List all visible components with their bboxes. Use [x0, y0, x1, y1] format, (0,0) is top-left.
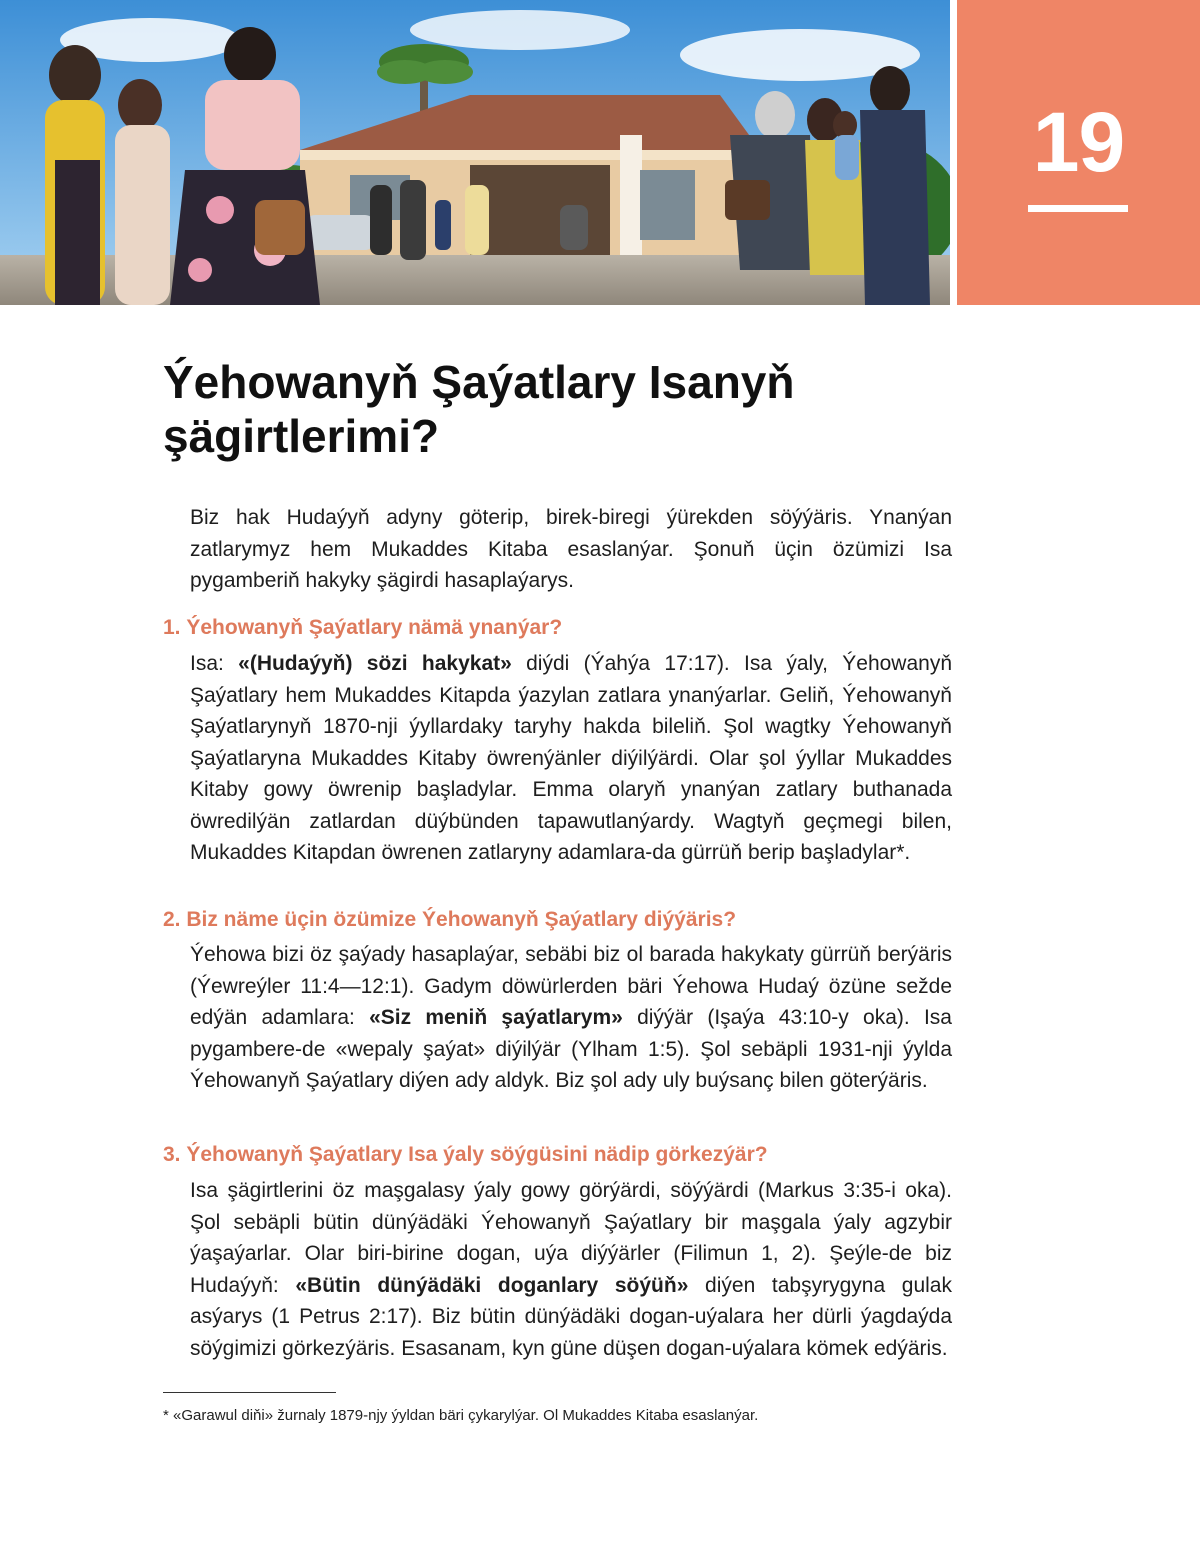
answer-2-part: Ýehowa bizi öz şaýady hasaplaýar, sebäbi biz ol barada hakykaty gürrüň berýäris (Ýewreýler 11:4—12:1). Gadym döwürlerden bäri Ýehowa Hudaý özüne sežde edýän adamlara:	[190, 943, 952, 1029]
answer-2	[190, 939, 952, 1097]
footnote: * «Garawul diňi» žurnaly 1879-njy ýyldan bäri çykarylýar. Ol Mukaddes Kitaba esaslanýar.	[163, 1407, 759, 1424]
question-2: 2. Biz näme üçin özümize Ýehowanyň Şaýatlary diýýäris?	[163, 908, 737, 931]
answer-1-part: diýdi (Ýahýa 17:17). Isa ýaly, Ýehowanyň Şaýatlary hem Mukaddes Kitapda ýazylan zatlara ynanýarlar. Geliň, Ýehowanyň Şaýatlarynyň 1870-nji ýyllardaky taryhy hakda bileliň. Şol wagtky Ýehowanyň Şaýatlaryna Mukaddes Kitaby öwrenýänler diýilýärdi. Olar şol ýyllar Mukaddes Kitaby gowy öwrenip başladylar. Emma olaryň ynanýan zatlary buthanada öwredilýän zatlardan düýbünden tapawutlanýardy. Wagtyň geçmegi bilen, Mukaddes Kitapdan öwrenen zatlaryny adamlara-da gürrüň berip başladylar*.	[190, 652, 953, 864]
answer-1	[190, 648, 952, 869]
answer-2-part: diýýär (Işaýa 43:10-y oka). Isa pygambere-de «wepaly şaýat» diýilýär (Ylham 1:5). Şol sebäpli 1931-nji ýylda Ýehowanyň Şaýatlary diýen ady aldyk. Biz şol ady uly buýsanç bilen göterýäris.	[190, 1006, 952, 1092]
answer-2-quote: «Siz meniň şaýatlarym»	[369, 1006, 623, 1029]
answer-1-quote: «(Hudaýyň) sözi hakykat»	[238, 652, 512, 675]
page-title-line2: şägirtlerimi?	[163, 410, 440, 462]
intro-paragraph: Biz hak Hudaýyň adyny göterip, birek-biregi ýürekden söýýäris. Ynanýan zatlarymyz hem Mukaddes Kitaba esaslanýar. Şonuň üçin özümizi Isa pygamberiň hakyky şägirdi hasaplaýarys.	[190, 506, 952, 592]
header-photo	[0, 0, 950, 305]
footnote-divider	[163, 1392, 336, 1393]
answer-1-part: Isa:	[190, 652, 239, 675]
chapter-underline	[1028, 205, 1128, 212]
chapter-tab	[957, 0, 1200, 305]
answer-3-part: Isa şägirtlerini öz maşgalasy ýaly gowy görýärdi, söýýärdi (Markus 3:35-i oka). Şol sebäpli bütin dünýädäki Ýehowanyň Şaýatlary bir maşgala ýaly agzybir ýaşaýarlar. Olar biri-birine dogan, uýa diýýärler (Filimun 1, 2). Şeýle-de biz Hudaýyň:	[190, 1179, 952, 1297]
page-title-line1: Ýehowanyň Şaýatlary Isanyň	[163, 356, 795, 408]
question-1: 1. Ýehowanyň Şaýatlary nämä ynanýar?	[163, 616, 563, 639]
answer-3-part: diýen tabşyrygyna gulak asýarys (1 Petrus 2:17). Biz bütin dünýädäki dogan-uýalara her dürli ýagdaýda söýgimizi görkezýäris. Esasanam, kyn güne düşen dogan-uýalara kömek edýäris.	[190, 1273, 952, 1360]
chapter-number: 19	[1032, 95, 1125, 189]
photo-kingdom-hall-gathering-icon	[0, 0, 950, 305]
question-3: 3. Ýehowanyň Şaýatlary Isa ýaly söýgüsini nädip görkezýär?	[163, 1143, 768, 1166]
answer-3	[190, 1175, 952, 1364]
page-title	[163, 355, 943, 463]
answer-3-quote: «Bütin dünýädäki doganlary söýüň»	[295, 1273, 689, 1297]
